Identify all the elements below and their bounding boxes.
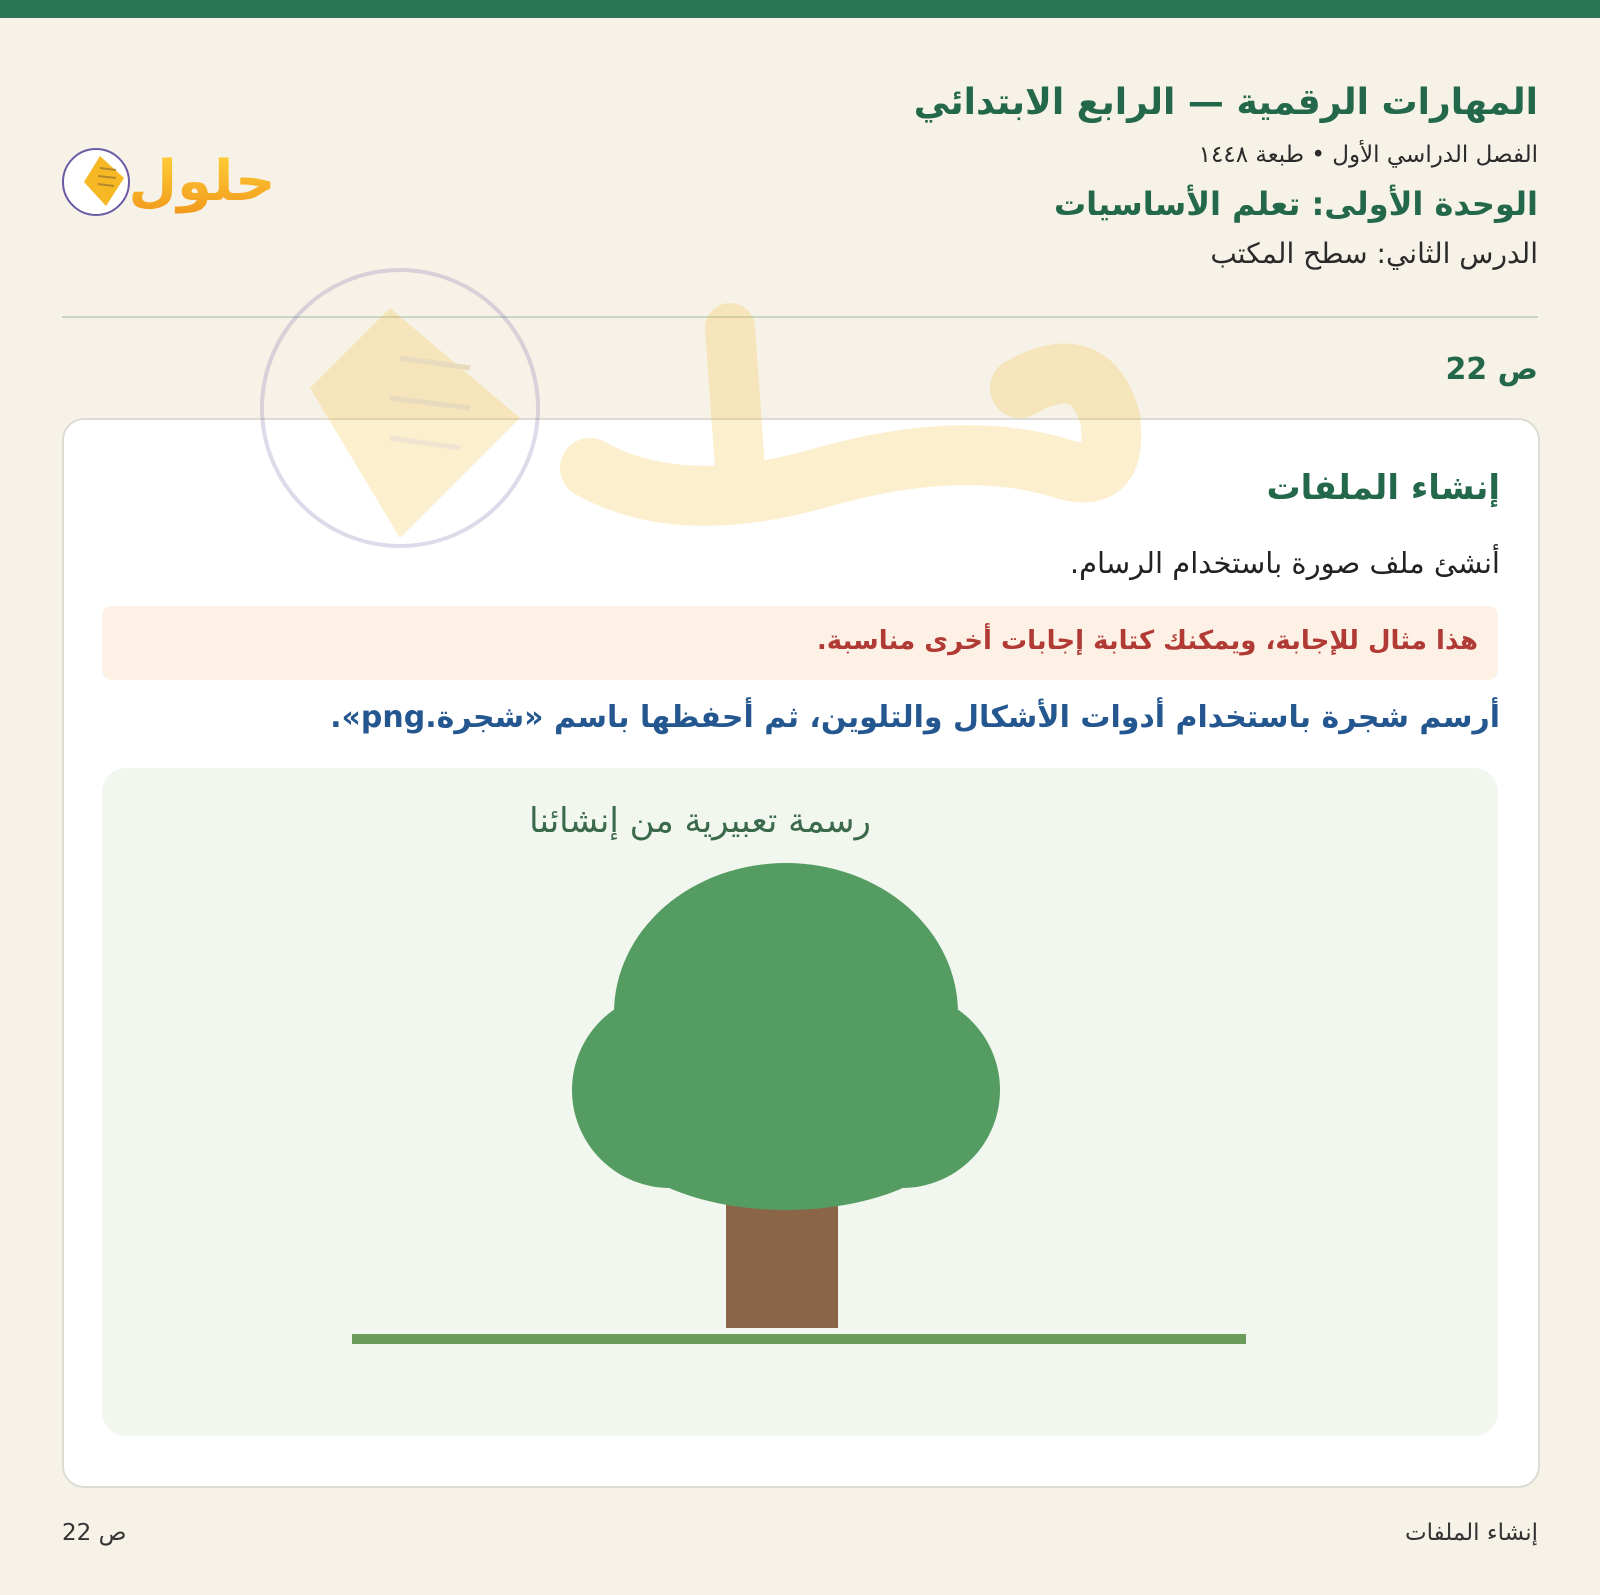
tree-illustration [102,768,1498,1436]
answer-text [100,700,1500,735]
tree-crown [572,863,1000,1210]
footer-page-number: ص 22 [62,1520,127,1546]
footer-section-title: إنشاء الملفات [1404,1520,1538,1546]
book-logo-icon [62,130,282,220]
unit-title: الوحدة الأولى: تعلم الأساسيات [1054,185,1538,223]
hulul-logo [62,130,282,220]
ground-line [352,1334,1246,1344]
top-accent-bar [0,0,1600,18]
logo-text: حلول [128,149,276,214]
answer-note-text: هذا مثال للإجابة، ويمكنك كتابة إجابات أخرى مناسبة. [816,626,1478,656]
illustration-caption: رسمة تعبيرية من إنشائنا [529,801,871,841]
lesson-title: الدرس الثاني: سطح المكتب [1210,237,1538,270]
answer-filename: «شجرة.png». [330,700,544,735]
book-subtitle: الفصل الدراسي الأول • طبعة ١٤٤٨ [1198,142,1538,168]
hulul-watermark [260,268,1200,598]
card-title: إنشاء الملفات [1266,468,1500,508]
illustration-panel [102,768,1498,1436]
page-header [62,80,1538,290]
page-number-label: ص 22 [1445,352,1538,387]
answer-main-text: أرسم شجرة باستخدام أدوات الأشكال والتلوين، ثم أحفظها باسم [543,700,1500,735]
book-title: المهارات الرقمية — الرابع الابتدائي [913,82,1538,123]
header-text [538,80,1538,272]
card-instruction: أنشئ ملف صورة باستخدام الرسام. [1069,546,1500,580]
answer-note-box [102,606,1498,680]
